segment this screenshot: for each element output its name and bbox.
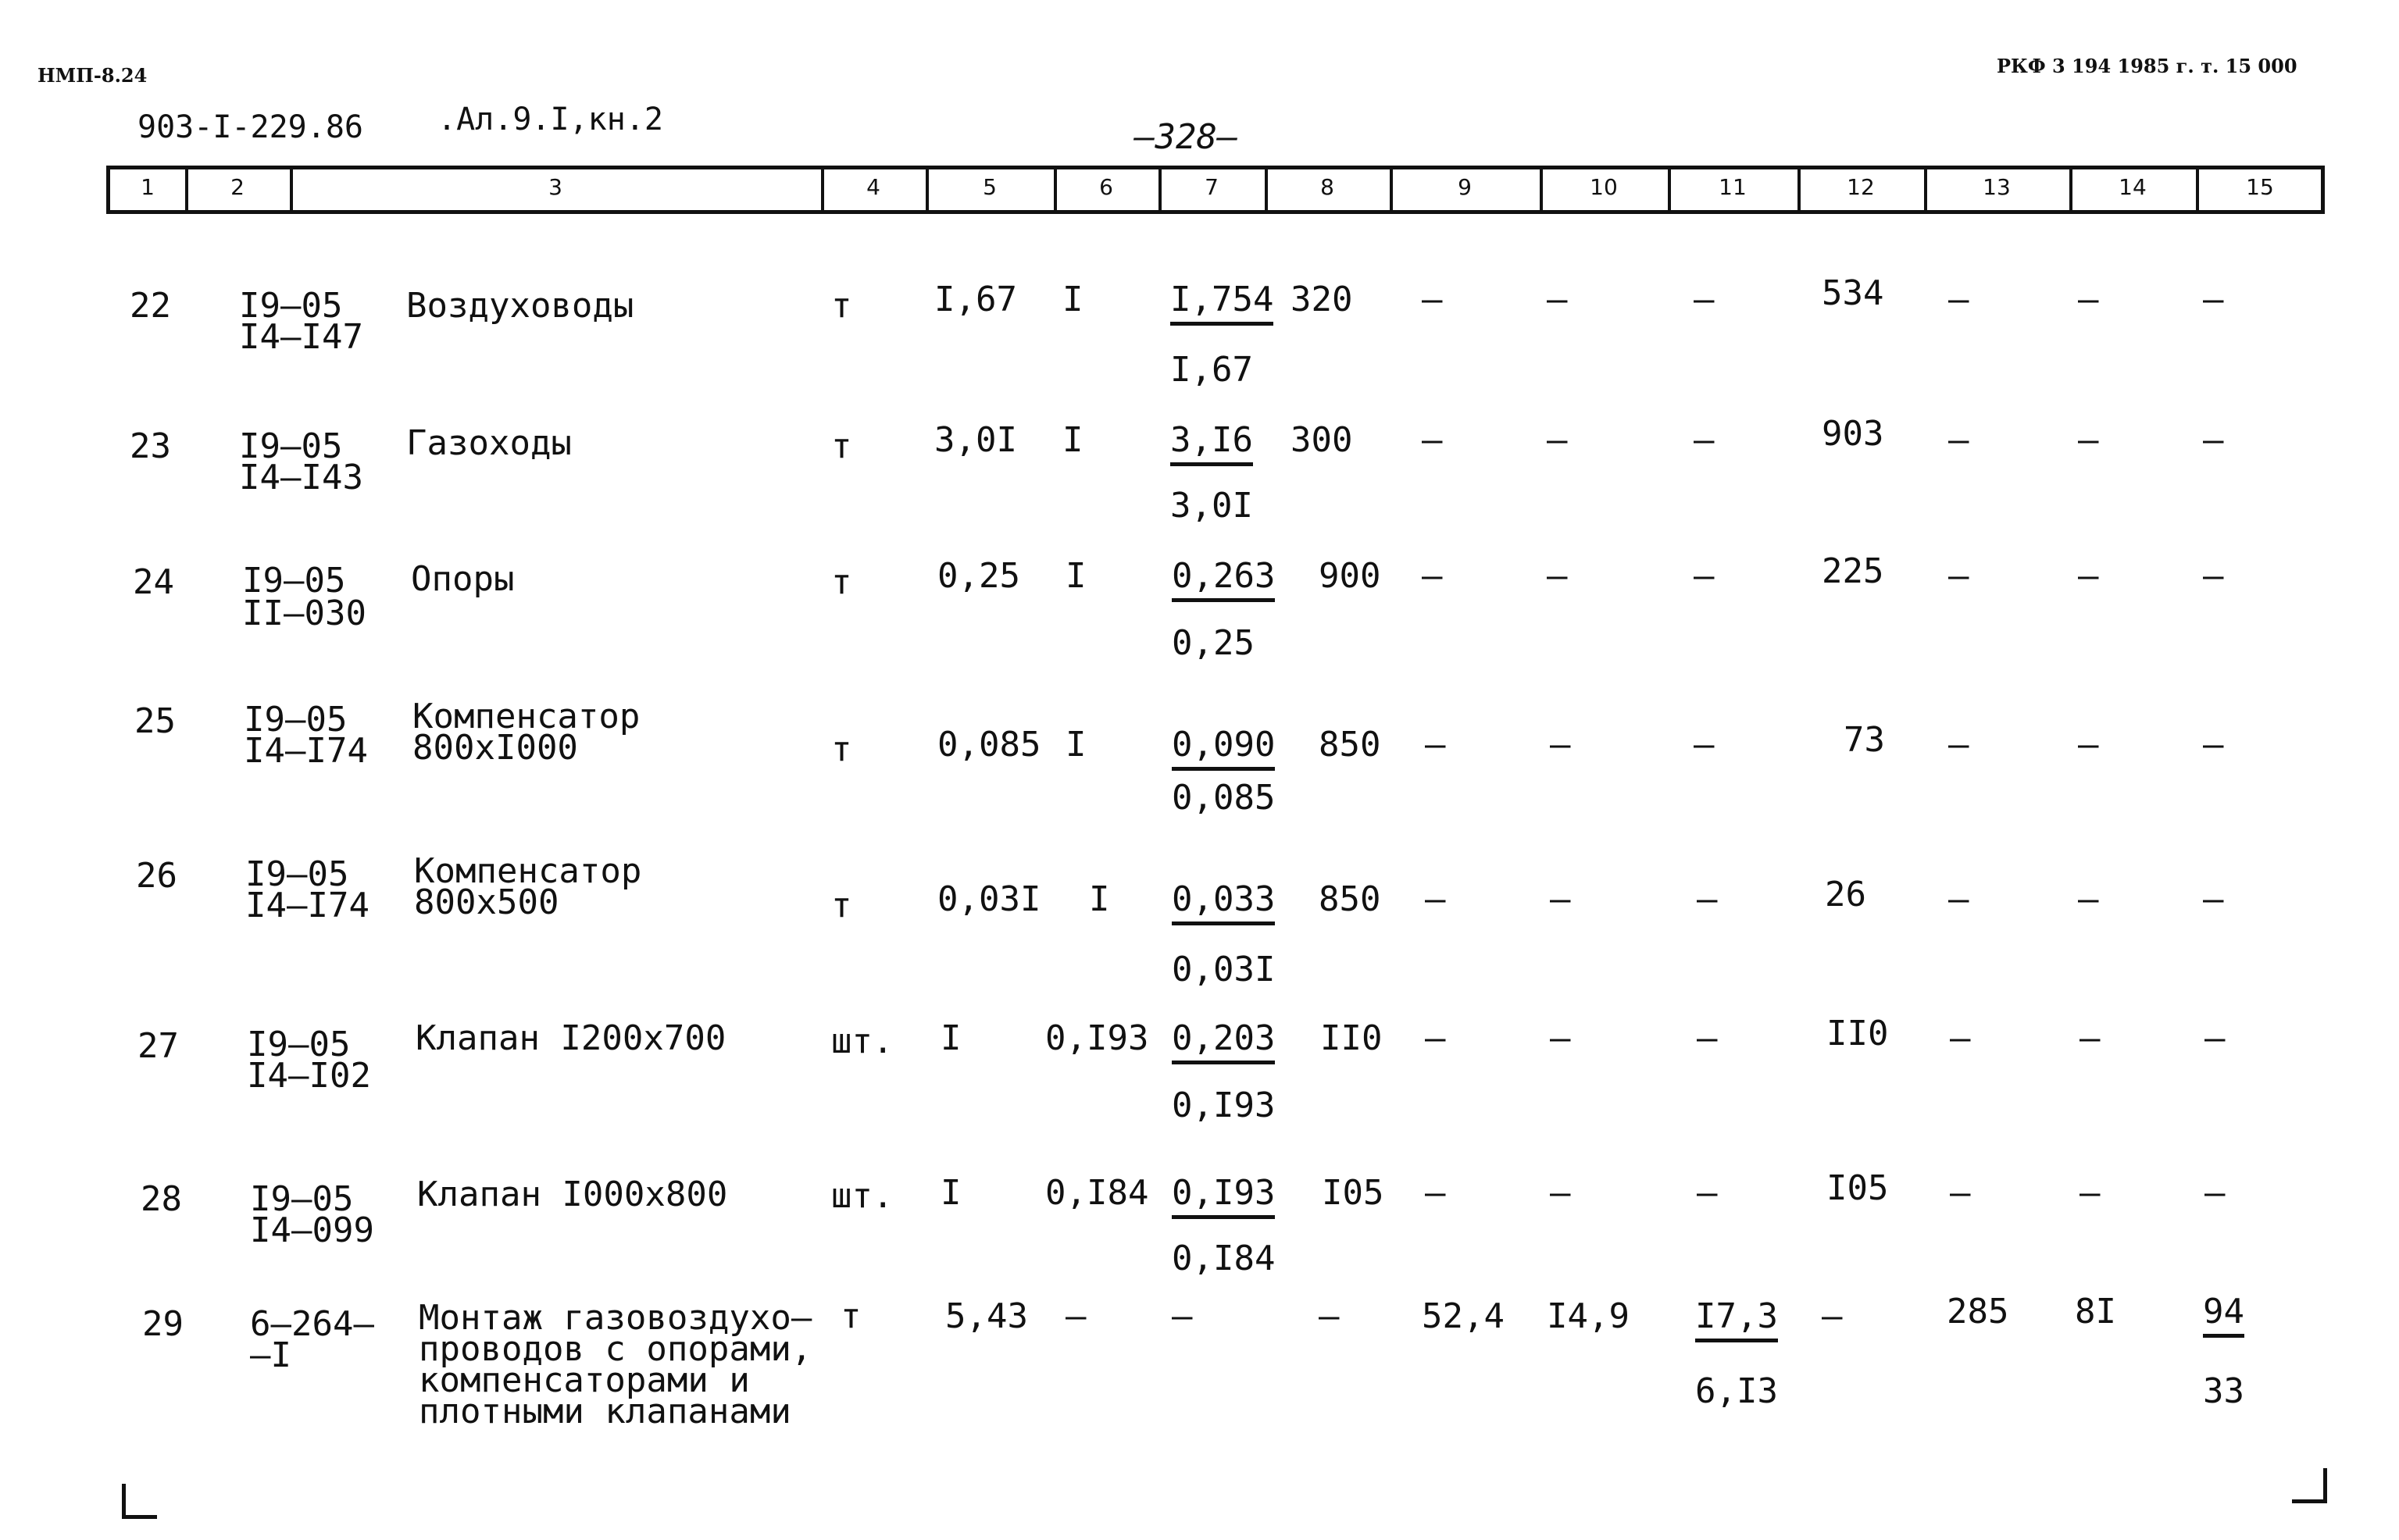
- col9-value: –: [1422, 280, 1443, 319]
- column-divider: [2069, 169, 2072, 210]
- col6-value: I: [1062, 420, 1083, 460]
- code-line-1: I9–05: [239, 286, 343, 326]
- col7-numerator: 0,I93: [1172, 1178, 1275, 1219]
- code-line-2: I4–099: [250, 1210, 374, 1250]
- col14-value: 8I: [2075, 1292, 2116, 1331]
- col15-value: –: [2204, 1018, 2226, 1058]
- row-number: 27: [137, 1026, 179, 1066]
- col9-value: –: [1422, 420, 1443, 460]
- quantity: 5,43: [945, 1296, 1028, 1336]
- col9-value: –: [1425, 1173, 1446, 1213]
- col14-value: –: [2078, 725, 2099, 765]
- code-line-1: I9–05: [250, 1179, 354, 1219]
- col7-denominator: 0,03I: [1172, 950, 1276, 989]
- col8-value: –: [1319, 1296, 1340, 1336]
- code-line-2: I4–I02: [247, 1056, 371, 1096]
- col6-value: 0,I93: [1045, 1018, 1149, 1058]
- unit: т: [841, 1296, 862, 1336]
- col13-value: –: [1948, 420, 1969, 460]
- item-name-line-4: плотными клапанами: [419, 1392, 791, 1431]
- quantity: 0,085: [937, 725, 1041, 765]
- page-number: —328—: [1134, 117, 1238, 157]
- quantity: 3,0I: [934, 420, 1017, 460]
- col7-numerator: 0,090: [1172, 729, 1275, 771]
- col13-value: –: [1948, 556, 1969, 596]
- doc-album: .Ал.9.I,кн.2: [437, 102, 663, 137]
- col7-numerator: 0,033: [1172, 884, 1275, 925]
- column-number: 1: [141, 174, 155, 200]
- code-line-2: II–030: [242, 594, 366, 633]
- col13-value: –: [1950, 1173, 1971, 1213]
- item-name-line-1: Компенсатор: [412, 697, 641, 736]
- column-number: 13: [1983, 174, 2011, 200]
- unit: шт.: [831, 1021, 894, 1061]
- code-line-1: I9–05: [242, 561, 346, 601]
- item-name-line-1: Компенсатор: [414, 851, 642, 891]
- code-line-2: I4–I74: [245, 886, 369, 925]
- col9-value: –: [1422, 556, 1443, 596]
- column-divider: [1265, 169, 1268, 210]
- code-line-1: I9–05: [247, 1025, 351, 1064]
- col14-value: –: [2079, 1173, 2101, 1213]
- quantity: I,67: [934, 280, 1017, 319]
- col12-value: 534: [1822, 273, 1884, 313]
- column-header-row: [106, 166, 2325, 214]
- column-divider: [1390, 169, 1393, 210]
- col6-value: I: [1066, 725, 1087, 765]
- col15-numerator: 94: [2203, 1296, 2244, 1338]
- column-divider: [1158, 169, 1162, 210]
- column-divider: [185, 169, 188, 210]
- col12-value: 903: [1822, 414, 1884, 454]
- stamp-right: РКФ 3 194 1985 г. т. 15 000: [1997, 55, 2297, 77]
- col14-value: –: [2078, 879, 2099, 919]
- col9-value: –: [1425, 879, 1446, 919]
- corner-mark-right: [2292, 1468, 2327, 1503]
- column-divider: [290, 169, 293, 210]
- unit: шт.: [831, 1176, 894, 1216]
- col13-value: –: [1948, 280, 1969, 319]
- quantity: I: [941, 1173, 962, 1213]
- col10-value: –: [1547, 420, 1568, 460]
- code-line-1: I9–05: [239, 426, 343, 466]
- item-name-line-3: компенсаторами и: [419, 1360, 750, 1400]
- col15-value: –: [2204, 1173, 2226, 1213]
- col7-numerator: I,754: [1170, 284, 1273, 326]
- item-name-line-2: 800х500: [414, 882, 559, 922]
- row-number: 22: [130, 286, 171, 326]
- corner-mark-left: [122, 1484, 157, 1519]
- col7-denominator: 0,085: [1172, 778, 1276, 818]
- column-number: 9: [1458, 174, 1472, 200]
- col14-value: –: [2078, 420, 2099, 460]
- quantity: I: [941, 1018, 962, 1058]
- code-line-1: 6–264–: [250, 1304, 374, 1344]
- col8-value: 320: [1291, 280, 1353, 319]
- col6-value: I: [1089, 879, 1110, 919]
- col7-numerator: 0,203: [1172, 1023, 1275, 1064]
- col7-value: –: [1172, 1296, 1193, 1336]
- col7-denominator: 0,I84: [1172, 1239, 1276, 1278]
- col11-numerator: I7,3: [1695, 1301, 1778, 1342]
- stamp-left: НМП-8.24: [37, 64, 148, 87]
- column-divider: [1540, 169, 1543, 210]
- row-number: 24: [133, 562, 174, 602]
- col6-value: –: [1066, 1296, 1087, 1336]
- col11-value: –: [1694, 556, 1715, 596]
- column-number: 12: [1847, 174, 1875, 200]
- col6-value: I: [1062, 280, 1083, 319]
- col10-value: I4,9: [1547, 1296, 1630, 1336]
- col13-value: –: [1948, 725, 1969, 765]
- col12-value: –: [1822, 1296, 1843, 1336]
- code-line-1: I9–05: [244, 700, 348, 740]
- item-name-line-1: Монтаж газовоздухо–: [419, 1298, 812, 1338]
- col13-value: 285: [1947, 1292, 2009, 1331]
- col8-value: II0: [1320, 1018, 1383, 1058]
- col7-denominator: I,67: [1170, 350, 1253, 390]
- unit: т: [831, 426, 852, 466]
- column-number: 7: [1205, 174, 1219, 200]
- col15-value: –: [2203, 556, 2224, 596]
- col8-value: 900: [1319, 556, 1381, 596]
- col10-value: –: [1550, 1173, 1571, 1213]
- col9-value: 52,4: [1422, 1296, 1505, 1336]
- code-line-2: I4–I74: [244, 731, 368, 771]
- column-divider: [1668, 169, 1671, 210]
- col7-denominator: 3,0I: [1170, 486, 1253, 526]
- col15-value: –: [2203, 420, 2224, 460]
- column-number: 4: [866, 174, 880, 200]
- code-line-1: I9–05: [245, 854, 349, 894]
- item-name: Клапан I000х800: [417, 1175, 728, 1214]
- row-number: 26: [136, 856, 177, 896]
- col11-value: –: [1697, 1018, 1718, 1058]
- col7-numerator: 3,I6: [1170, 425, 1253, 466]
- column-number: 3: [548, 174, 562, 200]
- col11-value: –: [1694, 280, 1715, 319]
- code-line-2: –I: [250, 1335, 291, 1375]
- column-divider: [926, 169, 929, 210]
- quantity: 0,03I: [937, 879, 1041, 919]
- col15-value: –: [2203, 280, 2224, 319]
- column-divider: [1924, 169, 1927, 210]
- col8-value: 850: [1319, 879, 1381, 919]
- col12-value: 73: [1844, 720, 1885, 760]
- column-number: 5: [983, 174, 997, 200]
- col6-value: I: [1066, 556, 1087, 596]
- column-divider: [1054, 169, 1057, 210]
- col8-value: 850: [1319, 725, 1381, 765]
- column-number: 14: [2119, 174, 2147, 200]
- column-divider: [821, 169, 824, 210]
- col10-value: –: [1550, 725, 1571, 765]
- col8-value: I05: [1322, 1173, 1384, 1213]
- row-number: 28: [141, 1179, 182, 1219]
- col14-value: –: [2078, 556, 2099, 596]
- unit: т: [831, 286, 852, 326]
- column-number: 6: [1099, 174, 1113, 200]
- column-number: 10: [1590, 174, 1618, 200]
- col12-value: 26: [1825, 875, 1866, 914]
- col12-value: I05: [1826, 1168, 1889, 1208]
- item-name: Клапан I200х700: [416, 1018, 726, 1058]
- column-number: 2: [230, 174, 245, 200]
- row-number: 29: [142, 1304, 184, 1344]
- unit: т: [831, 729, 852, 769]
- col14-value: –: [2078, 280, 2099, 319]
- row-number: 25: [134, 701, 176, 741]
- quantity: 0,25: [937, 556, 1020, 596]
- col11-denominator: 6,I3: [1695, 1371, 1778, 1411]
- col14-value: –: [2079, 1018, 2101, 1058]
- col12-value: 225: [1822, 551, 1884, 591]
- col15-value: –: [2203, 879, 2224, 919]
- unit: т: [831, 886, 852, 925]
- column-divider: [1797, 169, 1801, 210]
- col10-value: –: [1550, 1018, 1571, 1058]
- column-divider: [2196, 169, 2199, 210]
- item-name: Опоры: [411, 559, 515, 599]
- col8-value: 300: [1291, 420, 1353, 460]
- code-line-2: I4–I43: [239, 458, 363, 497]
- column-number: 8: [1320, 174, 1334, 200]
- col10-value: –: [1547, 280, 1568, 319]
- col13-value: –: [1948, 879, 1969, 919]
- doc-code: 903-I-229.86: [137, 109, 363, 145]
- col7-numerator: 0,263: [1172, 561, 1275, 602]
- col7-denominator: 0,I93: [1172, 1085, 1276, 1125]
- col6-value: 0,I84: [1045, 1173, 1149, 1213]
- col11-value: –: [1694, 420, 1715, 460]
- col7-denominator: 0,25: [1172, 623, 1255, 663]
- unit: т: [831, 562, 852, 602]
- item-name: Воздуховоды: [406, 286, 634, 326]
- column-number: 11: [1719, 174, 1747, 200]
- col10-value: –: [1550, 879, 1571, 919]
- row-number: 23: [130, 426, 171, 466]
- col15-denominator: 33: [2203, 1371, 2244, 1411]
- item-name-line-2: 800хI000: [412, 728, 578, 768]
- col10-value: –: [1547, 556, 1568, 596]
- col9-value: –: [1425, 725, 1446, 765]
- code-line-2: I4–I47: [239, 317, 363, 357]
- item-name-line-2: проводов с опорами,: [419, 1329, 812, 1369]
- col12-value: II0: [1826, 1014, 1889, 1053]
- item-name: Газоходы: [406, 423, 572, 463]
- col15-value: –: [2203, 725, 2224, 765]
- col11-value: –: [1697, 879, 1718, 919]
- col11-value: –: [1697, 1173, 1718, 1213]
- col11-value: –: [1694, 725, 1715, 765]
- col13-value: –: [1950, 1018, 1971, 1058]
- column-number: 15: [2246, 174, 2274, 200]
- col9-value: –: [1425, 1018, 1446, 1058]
